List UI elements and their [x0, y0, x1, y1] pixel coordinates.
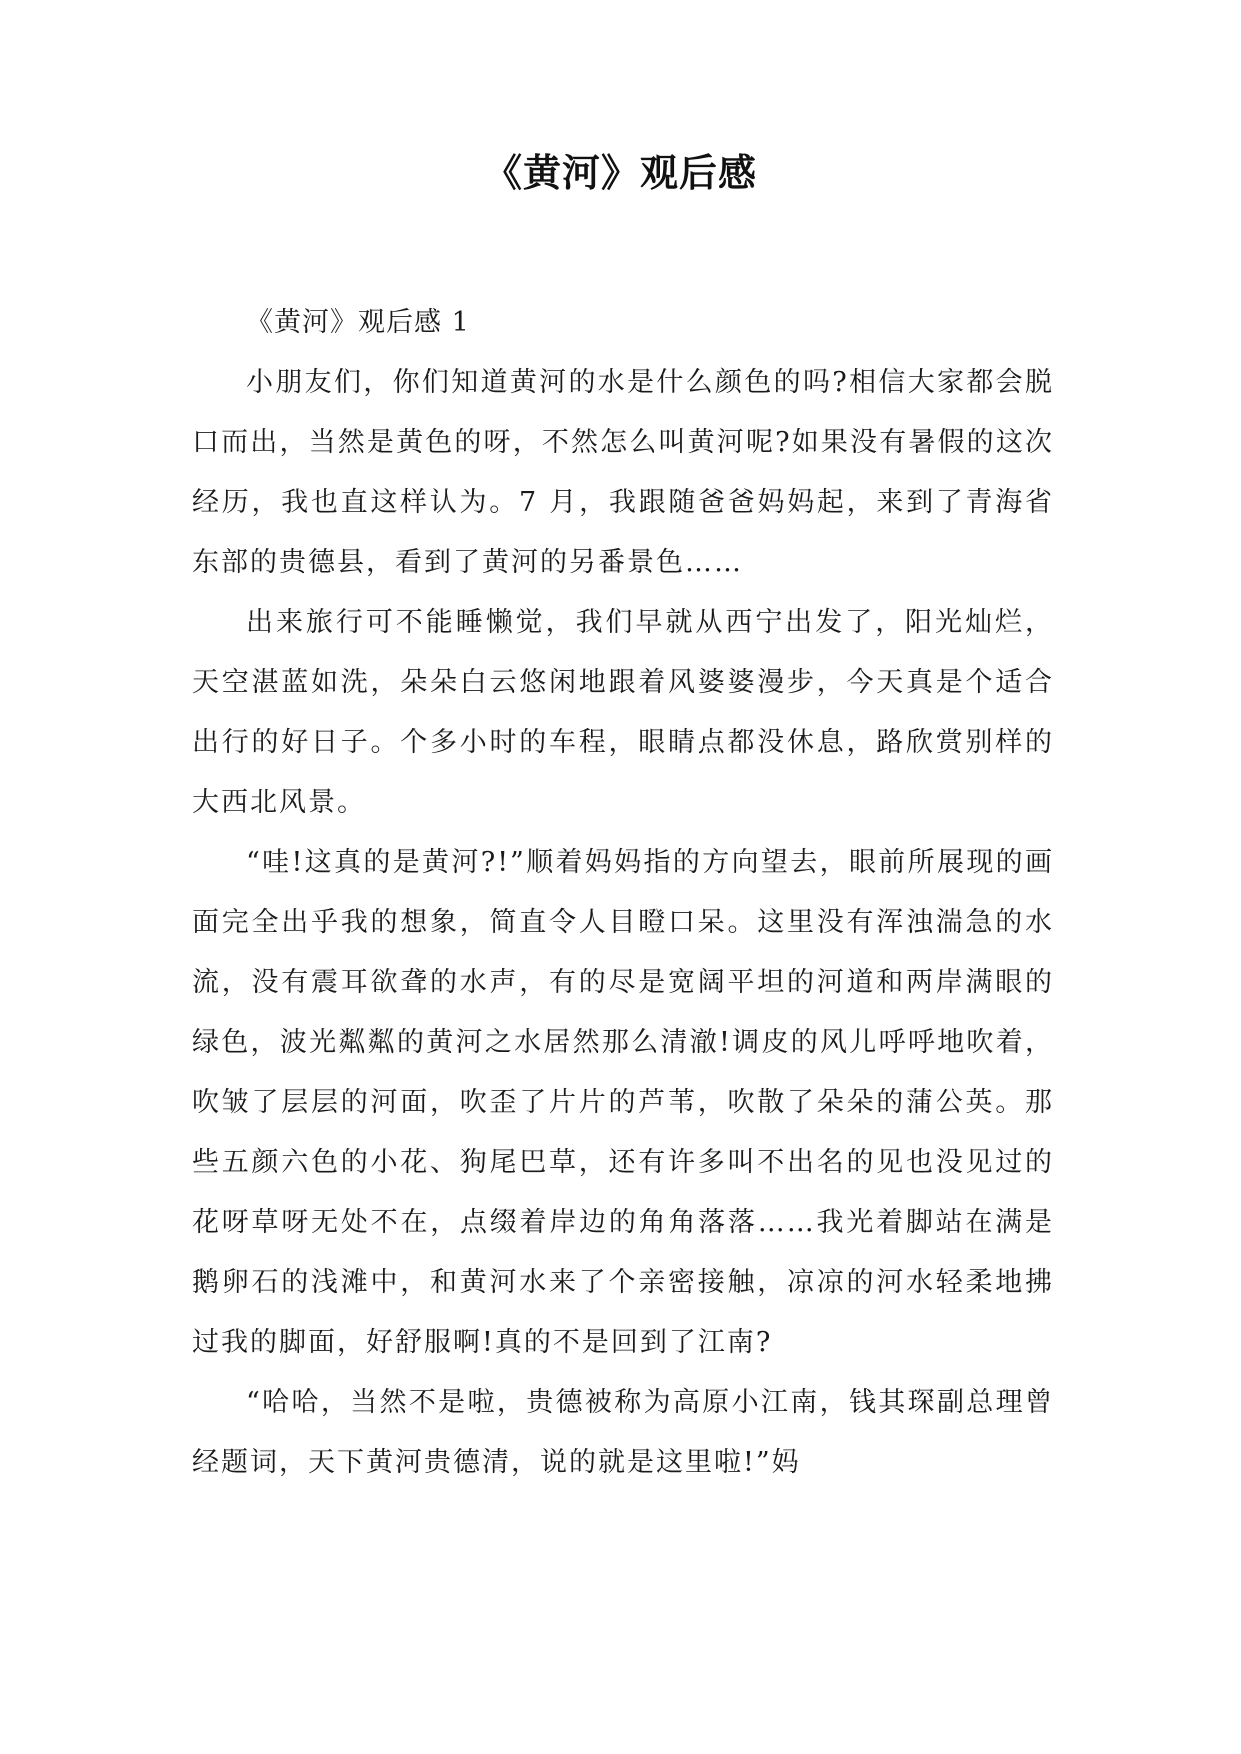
section-heading: 《黄河》观后感 1: [246, 307, 470, 338]
paragraph-2: 出来旅行可不能睡懒觉，我们早就从西宁出发了，阳光灿烂，天空湛蓝如洗，朵朵白云悠闲地跟着风婆婆漫步，今天真是个适合出行的好日子。个多小时的车程，眼睛点都没休息，路欣赏别样的大西北风景。: [192, 607, 1054, 818]
document-body: [192, 293, 1054, 1493]
paragraph-1: 小朋友们，你们知道黄河的水是什么颜色的吗?相信大家都会脱口而出，当然是黄色的呀，不然怎么叫黄河呢?如果没有暑假的这次经历，我也直这样认为。7 月，我跟随爸爸妈妈起，来到了青海省东部的贵德县，看到了黄河的另番景色……: [192, 367, 1054, 578]
paragraph-3: “哇!这真的是黄河?!”顺着妈妈指的方向望去，眼前所展现的画面完全出乎我的想象，简直令人目瞪口呆。这里没有浑浊湍急的水流，没有震耳欲聋的水声，有的尽是宽阔平坦的河道和两岸满眼的绿色，波光粼粼的黄河之水居然那么清澈!调皮的风儿呼呼地吹着，吹皱了层层的河面，吹歪了片片的芦苇，吹散了朵朵的蒲公英。那些五颜六色的小花、狗尾巴草，还有许多叫不出名的见也没见过的花呀草呀无处不在，点缀着岸边的角角落落……我光着脚站在满是鹅卵石的浅滩中，和黄河水来了个亲密接触，凉凉的河水轻柔地拂过我的脚面，好舒服啊!真的不是回到了江南?: [192, 847, 1054, 1358]
paragraph-4: “哈哈，当然不是啦，贵德被称为高原小江南，钱其琛副总理曾经题词，天下黄河贵德清，说的就是这里啦!”妈: [192, 1387, 1054, 1478]
document-title: 《黄河》观后感: [483, 151, 757, 195]
